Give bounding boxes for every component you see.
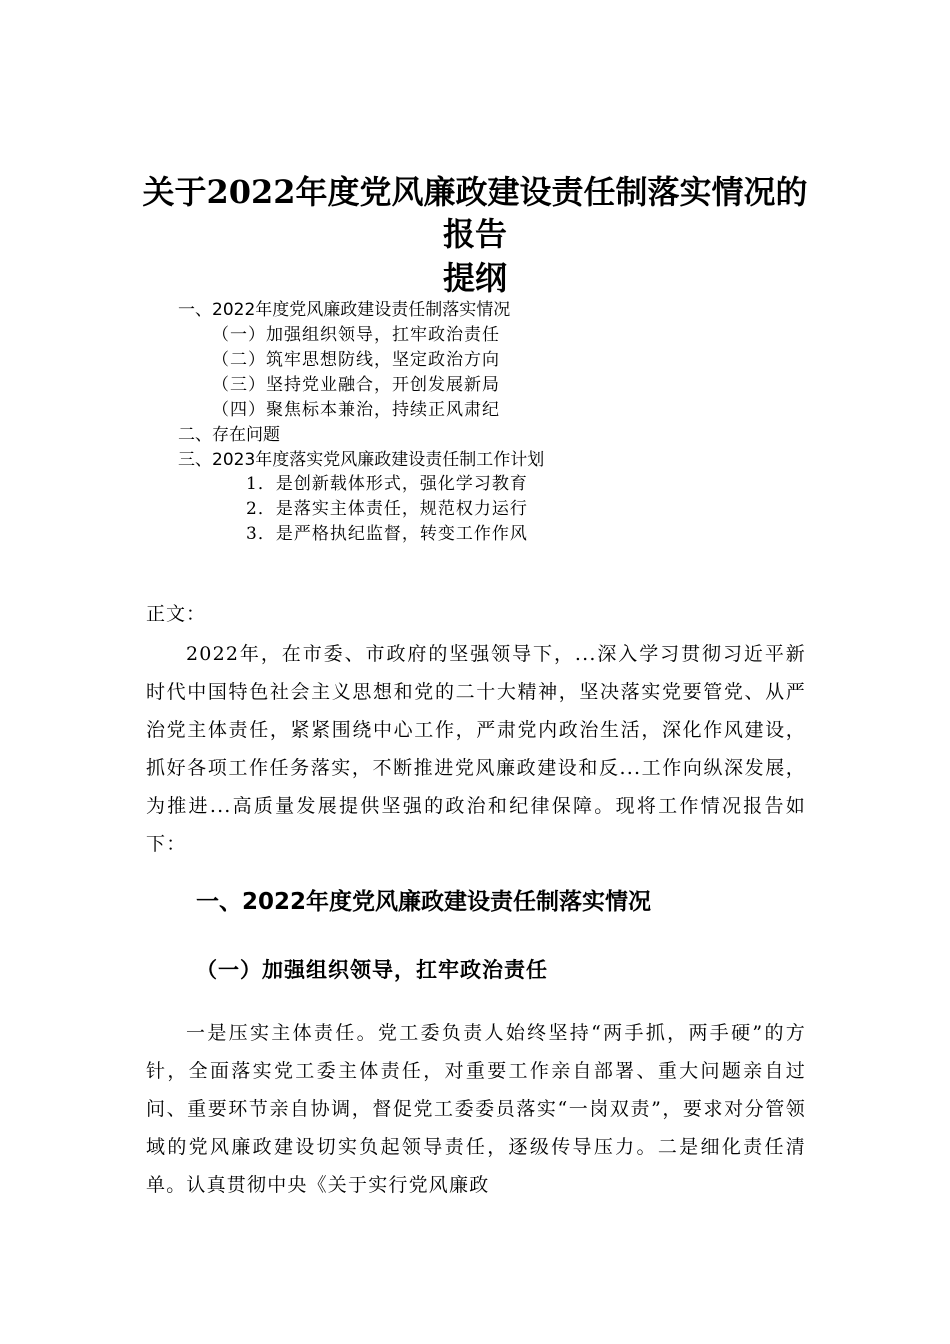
section-1-sub-1-heading: （一）加强组织领导，扛牢政治责任 bbox=[196, 957, 548, 982]
outline-item-3: 三、2023年度落实党风廉政建设责任制工作计划 bbox=[178, 450, 545, 470]
outline-item-1-sub-4: （四）聚焦标本兼治，持续正风肃纪 bbox=[212, 400, 500, 420]
body-label: 正文： bbox=[146, 603, 207, 625]
intro-paragraph: 2022年，在市委、市政府的坚强领导下，...深入学习贯彻习近平新时代中国特色社会主义思想和党的二十大精神，坚决落实党要管党、从严治党主体责任，紧紧围绕中心工作，严肃党内政治生活，深化作风建设，抓好各项工作任务落实，不断推进党风廉政建设和反...工作向纵深发展，为推进...高质量发展提供坚强的政治和纪律保障。现将工作情况报告如下： bbox=[146, 643, 806, 855]
outline-item-3-sub-2: 2．是落实主体责任，规范权力运行 bbox=[246, 499, 528, 519]
outline-item-1-sub-3: （三）坚持党业融合，开创发展新局 bbox=[212, 375, 500, 395]
outline-item-3-sub-3: 3．是严格执纪监督，转变工作作风 bbox=[246, 524, 528, 544]
document-title-line-1: 关于2022年度党风廉政建设责任制落实情况的 bbox=[142, 173, 808, 211]
outline-item-1-sub-1: （一）加强组织领导，扛牢政治责任 bbox=[212, 325, 500, 345]
outline-title: 提纲 bbox=[442, 259, 507, 297]
outline-item-3-sub-1: 1．是创新载体形式，强化学习教育 bbox=[246, 474, 528, 494]
outline-item-1-sub-2: （二）筑牢思想防线，坚定政治方向 bbox=[212, 350, 500, 370]
document-title-line-2: 报告 bbox=[442, 215, 507, 253]
outline-item-2: 二、存在问题 bbox=[178, 425, 280, 445]
section-1-heading: 一、2022年度党风廉政建设责任制落实情况 bbox=[196, 889, 652, 915]
section-1-sub-1-paragraph: 一是压实主体责任。党工委负责人始终坚持“两手抓，两手硬”的方针，全面落实党工委主体责任，对重要工作亲自部署、重大问题亲自过问、重要环节亲自协调，督促党工委委员落实“一岗双责”，要求对分管领域的党风廉政建设切实负起领导责任，逐级传导压力。二是细化责任清单。认真贯彻中央《关于实行党风廉政 bbox=[146, 1022, 806, 1196]
outline-item-1: 一、2022年度党风廉政建设责任制落实情况 bbox=[178, 300, 511, 320]
